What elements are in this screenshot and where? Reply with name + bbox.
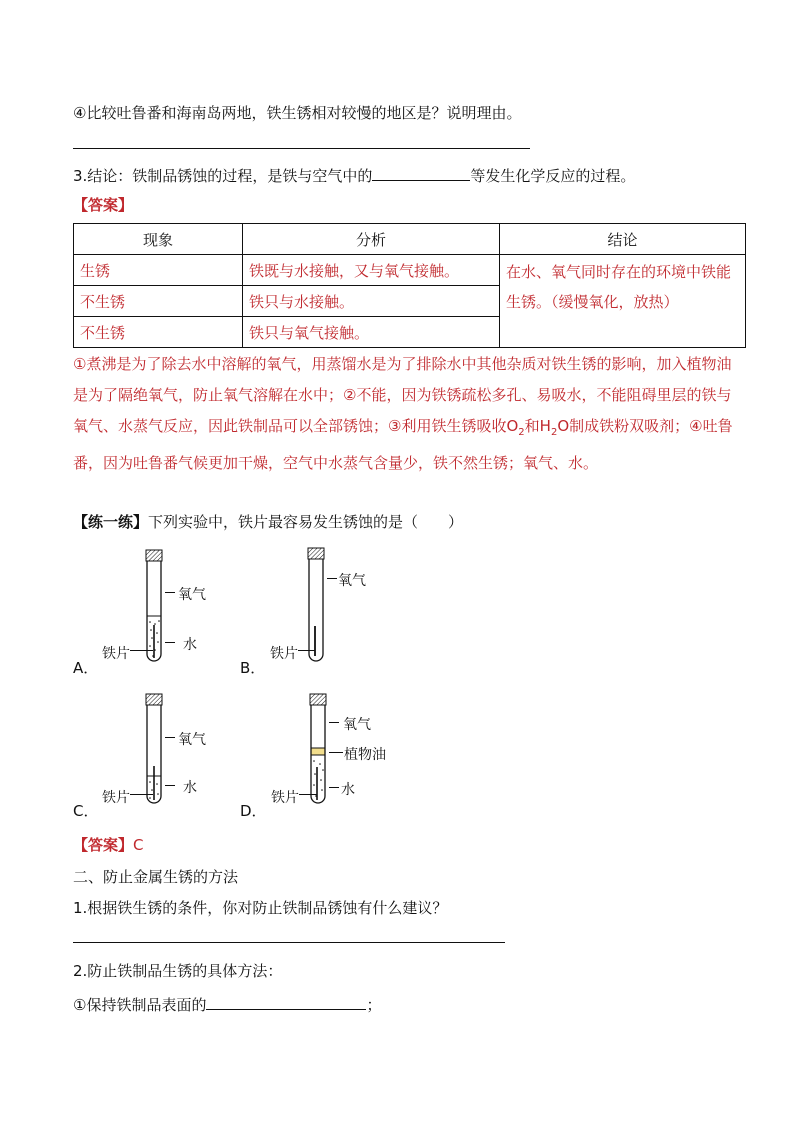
- conclusion-prefix: 3.结论：铁制品锈蚀的过程，是铁与空气中的: [73, 167, 373, 185]
- option-d[interactable]: D．: [240, 802, 267, 820]
- label-iron-d: 铁片: [271, 790, 299, 806]
- section-2-heading: 二、防止金属生锈的方法: [73, 868, 239, 886]
- label-water-c: 水: [183, 780, 197, 796]
- label-oxygen-a: 氧气: [178, 587, 206, 603]
- pointer-iron-b: [298, 650, 315, 651]
- pointer-oxygen-d: [329, 722, 339, 723]
- practice-label: 【练一练】: [73, 513, 149, 531]
- pointer-iron-a: [130, 650, 153, 651]
- pointer-iron-d: [299, 794, 317, 795]
- table-cell-analysis: 铁既与水接触，又与氧气接触。: [243, 255, 500, 286]
- conclusion-blank[interactable]: [372, 165, 470, 181]
- table-cell-phenomenon: 不生锈: [74, 317, 243, 348]
- practice-answer: [73, 834, 144, 855]
- method-item-1: [73, 994, 381, 1015]
- formula-h2o-h: H: [539, 417, 551, 435]
- formula-h2o-o: O: [557, 417, 570, 435]
- table-cell-phenomenon: 不生锈: [74, 286, 243, 317]
- practice-question-text: 下列实验中，铁片最容易发生锈蚀的是（ ）: [148, 513, 464, 531]
- formula-o2: O: [506, 417, 519, 435]
- answer-table: [73, 223, 746, 348]
- table-cell-phenomenon: 生锈: [74, 255, 243, 286]
- table-header-analysis: 分析: [243, 224, 500, 255]
- pointer-oil-d: [329, 752, 343, 753]
- pointer-water-d: [329, 787, 339, 788]
- pointer-water-a: [165, 642, 175, 643]
- method-item-1-suffix: ；: [366, 996, 382, 1014]
- practice-answer-value: C: [133, 836, 144, 854]
- formula-h2o-subscript: 2: [550, 427, 558, 438]
- pointer-water-c: [165, 785, 175, 786]
- table-header-phenomenon: 现象: [74, 224, 243, 255]
- practice-question: [73, 511, 463, 532]
- answer-line-q1[interactable]: [73, 942, 505, 943]
- pointer-oxygen-c: [165, 737, 175, 738]
- test-tube-a: [140, 548, 180, 670]
- method-item-1-prefix: ①保持铁制品表面的: [73, 996, 207, 1014]
- table-cell-analysis: 铁只与水接触。: [243, 286, 500, 317]
- label-oxygen-c: 氧气: [178, 732, 206, 748]
- conclusion-sentence: [73, 165, 635, 186]
- label-water-d: 水: [341, 782, 355, 798]
- label-oxygen-d: 氧气: [343, 717, 371, 733]
- section-2-question-1: 1.根据铁生锈的条件，你对防止铁制品锈蚀有什么建议？: [73, 899, 448, 917]
- conclusion-suffix: 等发生化学反应的过程。: [470, 167, 636, 185]
- explanation-and: 和: [524, 417, 540, 435]
- label-iron-c: 铁片: [102, 790, 130, 806]
- explanation-text-1: ①煮沸是为了除去水中溶解的氧气，用蒸馏水是为了排除水中其他杂质对铁生锈的影响，加入植物油是为了隔绝氧气，防止氧气溶解在水中；②不能，因为铁锈疏松多孔、易吸水，不能阻碍里层的铁与氧气、水蒸气反应，因此铁制品可以全部锈蚀；③利用铁生锈吸收: [73, 355, 732, 435]
- label-water-a: 水: [183, 637, 197, 653]
- option-a[interactable]: A．: [73, 659, 99, 677]
- section-2-question-2: 2.防止铁制品生锈的具体方法：: [73, 962, 283, 980]
- table-cell-analysis: 铁只与氧气接触。: [243, 317, 500, 348]
- label-iron-b: 铁片: [270, 646, 298, 662]
- pointer-iron-c: [130, 794, 153, 795]
- explanation-paragraph: [73, 349, 745, 479]
- answer-label: 【答案】: [73, 196, 134, 214]
- pointer-oxygen-a: [165, 592, 175, 593]
- pointer-oxygen-b: [327, 578, 337, 579]
- question-4: ④比较吐鲁番和海南岛两地，铁生锈相对较慢的地区是？说明理由。: [73, 104, 522, 122]
- label-iron-a: 铁片: [102, 646, 130, 662]
- answer-line-q4: [73, 148, 530, 149]
- label-oil-d: 植物油: [344, 747, 386, 763]
- practice-answer-label: 【答案】: [73, 836, 134, 854]
- table-header-conclusion: 结论: [500, 224, 746, 255]
- explanation-text-2: 制成铁粉双吸剂；④吐鲁番，因为吐鲁番气候更加干燥，空气中水蒸气含量少，铁不然生锈；氧气、水。: [73, 417, 733, 472]
- method-item-1-blank[interactable]: [206, 994, 366, 1010]
- option-b[interactable]: B．: [240, 659, 266, 677]
- label-oxygen-b: 氧气: [338, 573, 366, 589]
- option-c[interactable]: C．: [73, 802, 99, 820]
- formula-o2-subscript: 2: [518, 427, 525, 438]
- table-cell-conclusion: 在水、氧气同时存在的环境中铁能生锈。（缓慢氧化，放热）: [500, 255, 746, 348]
